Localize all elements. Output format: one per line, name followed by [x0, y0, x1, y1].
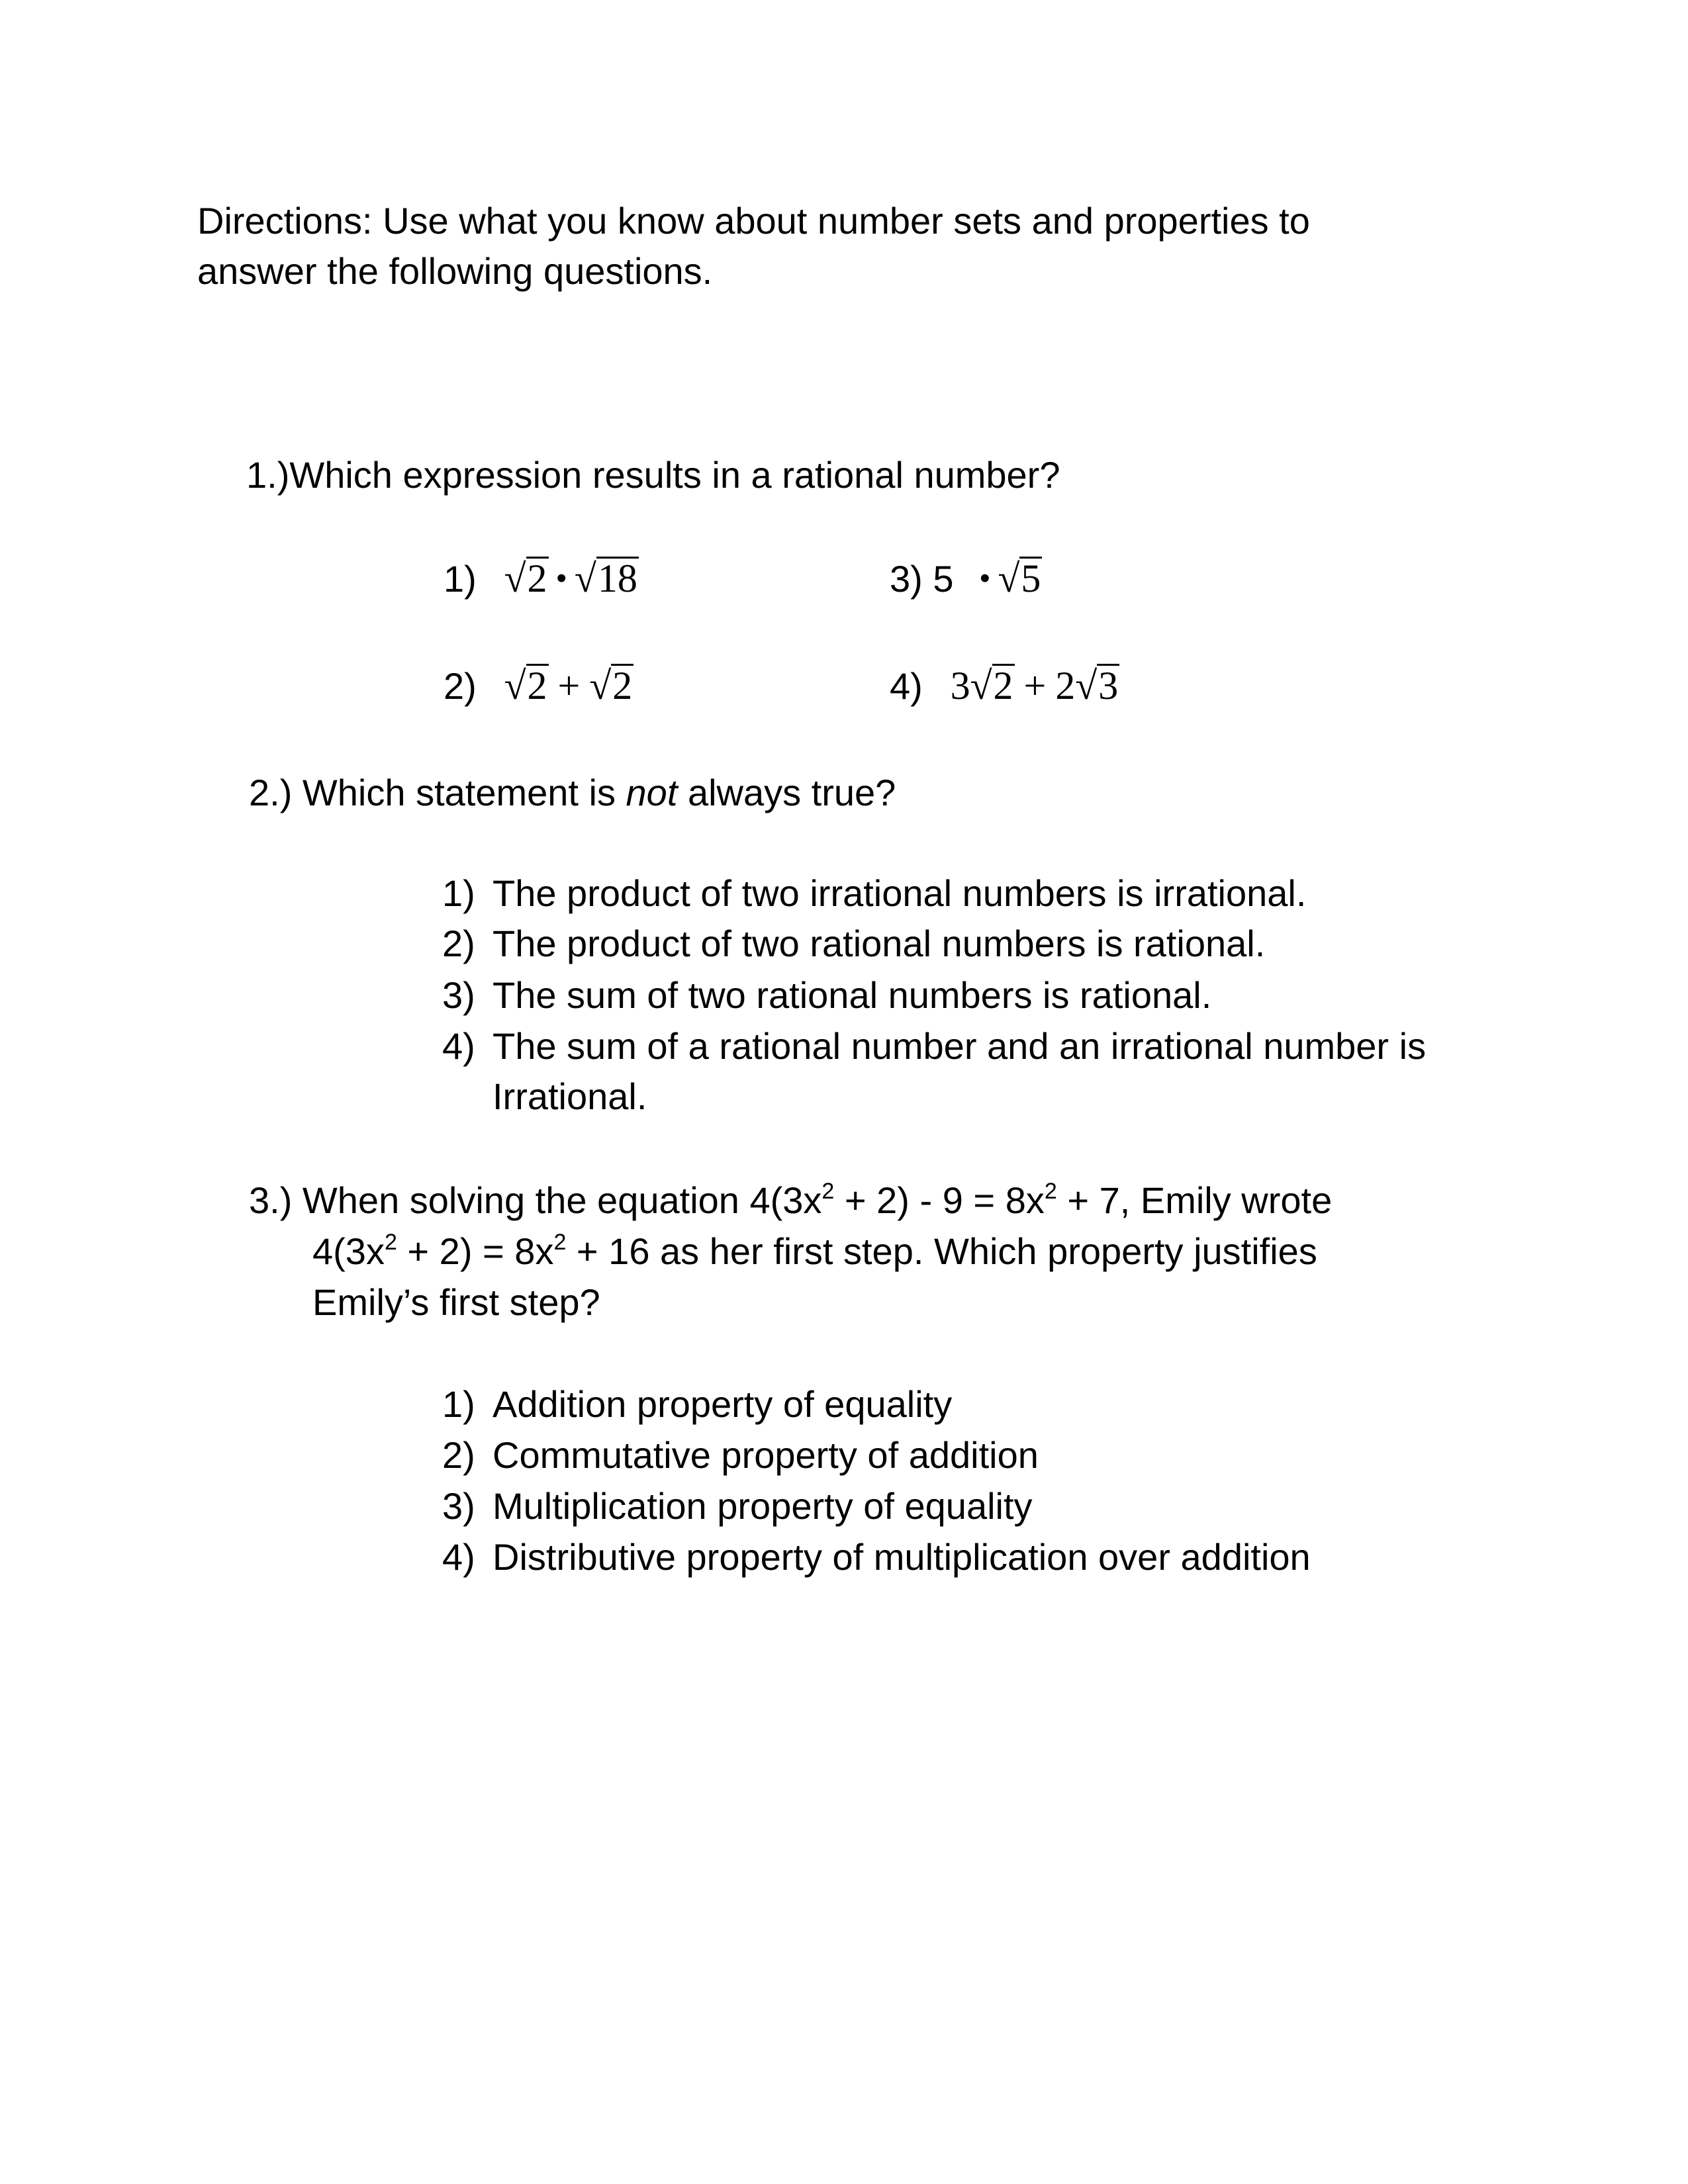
sqrt-2: √2 — [504, 664, 547, 707]
q1-choice-2 — [444, 660, 633, 711]
q3-choice-4: 4) Distributive property of multiplication over addition — [442, 1536, 1311, 1578]
sqrt-2: √2 — [970, 664, 1013, 707]
question-3-line-1: 3.) When solving the equation $4(3x^2 + 2) - 9 = 8x^2 + 7$, Emily wrote — [249, 1179, 1333, 1221]
question-2-prompt-end: always true? — [677, 772, 896, 813]
question-3-line-3: Emily’s first step? — [312, 1281, 600, 1323]
question-1-prompt: Which expression results in a rational number? — [289, 454, 1060, 496]
question-2 — [249, 768, 896, 818]
directions-line-1: Directions: Use what you know about number sets and properties to — [197, 200, 1310, 242]
question-3-line-2: $4(3x^2 + 2) = 8x^2 + 16$ as her first step. Which property justifies — [312, 1230, 1317, 1272]
sqrt-3: √3 — [1075, 664, 1119, 707]
q3-choice-2: 2) Commutative property of addition — [442, 1434, 1039, 1476]
q2-choice-1: 1) The product of two irrational numbers is irrational. — [442, 872, 1307, 914]
q1-choice-4-number: 4) — [890, 665, 923, 707]
coefficient-2: 2 — [1055, 664, 1076, 707]
q2-choice-2: 2) The product of two rational numbers is rational. — [442, 923, 1266, 964]
q3-choice-3: 3) Multiplication property of equality — [442, 1485, 1033, 1527]
question-2-prompt-emphasis: not — [626, 772, 678, 813]
plus-sign: + — [557, 664, 581, 707]
question-1 — [246, 450, 1060, 500]
q1-choice-1-number: 1) — [444, 558, 477, 600]
coefficient: 5 — [933, 558, 954, 600]
coefficient-3: 3 — [950, 664, 970, 707]
q1-choice-4 — [890, 660, 1119, 711]
question-1-number: 1.) — [246, 454, 290, 496]
q1-choice-2-number: 2) — [444, 665, 477, 707]
sqrt-18: √18 — [574, 557, 637, 600]
directions-line-2: answer the following questions. — [197, 250, 713, 292]
q3-choice-1: 1) Addition property of equality — [442, 1383, 953, 1425]
plus-sign: + — [1023, 664, 1047, 707]
question-2-number: 2.) — [249, 772, 293, 813]
q1-choice-3 — [890, 553, 1042, 608]
sqrt-5: √5 — [998, 557, 1041, 600]
q1-choice-1 — [444, 553, 639, 608]
q2-choice-4-continued: Irrational. — [492, 1075, 647, 1117]
q2-choice-4: 4) The sum of a rational number and an irrational number is — [442, 1025, 1427, 1067]
multiply-dot: • — [556, 562, 567, 594]
question-3-number: 3.) — [249, 1179, 293, 1221]
q1-choice-3-number: 3) — [890, 558, 923, 600]
sqrt-2: √2 — [504, 557, 547, 600]
sqrt-2: √2 — [589, 664, 633, 707]
multiply-dot: • — [980, 562, 990, 594]
question-2-prompt-start: Which statement is — [302, 772, 626, 813]
q2-choice-3: 3) The sum of two rational numbers is rational. — [442, 974, 1212, 1016]
